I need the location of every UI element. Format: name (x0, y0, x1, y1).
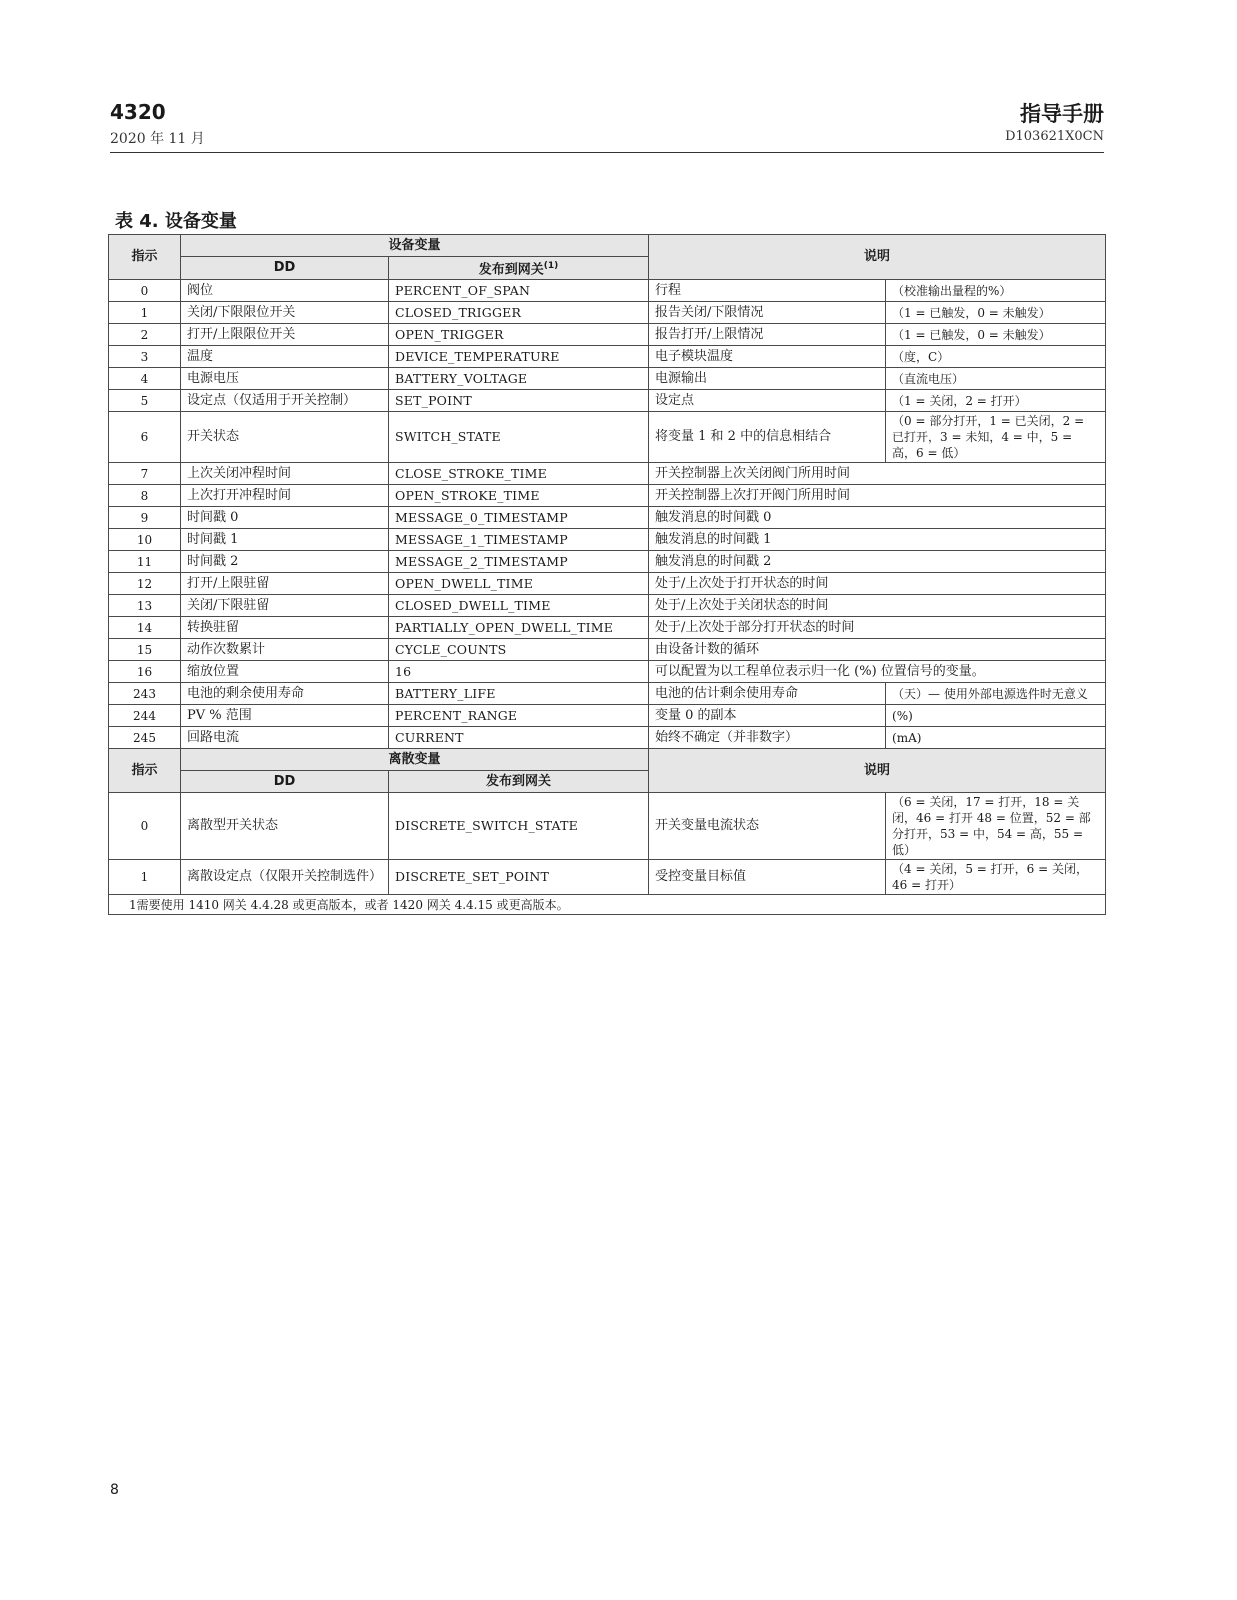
cell-description: 触发消息的时间戳 0 (649, 507, 1106, 529)
cell-index: 8 (109, 485, 181, 507)
page-number: 8 (110, 1482, 119, 1498)
cell-index: 0 (109, 793, 181, 860)
device-variable-row (109, 280, 1106, 302)
cell-note: （1 = 已触发，0 = 未触发） (886, 302, 1106, 324)
cell-note: （度，C） (886, 346, 1106, 368)
cell-description: 开关变量电流状态 (649, 793, 886, 860)
cell-note: （0 = 部分打开，1 = 已关闭，2 = 已打开，3 = 未知，4 = 中，5 = 高，6 = 低） (886, 412, 1106, 463)
cell-description: 电子模块温度 (649, 346, 886, 368)
cell-index: 3 (109, 346, 181, 368)
cell-index: 14 (109, 617, 181, 639)
cell-index: 15 (109, 639, 181, 661)
cell-index: 12 (109, 573, 181, 595)
discrete-variable-row (109, 860, 1106, 895)
cell-gateway: BATTERY_VOLTAGE (389, 368, 649, 390)
device-variable-row (109, 595, 1106, 617)
cell-gateway: DISCRETE_SET_POINT (389, 860, 649, 895)
cell-index: 1 (109, 860, 181, 895)
cell-index: 6 (109, 412, 181, 463)
cell-gateway: PARTIALLY_OPEN_DWELL_TIME (389, 617, 649, 639)
device-variable-row (109, 324, 1106, 346)
cell-dd: 缩放位置 (181, 661, 389, 683)
cell-gateway: 16 (389, 661, 649, 683)
cell-dd: 时间戳 1 (181, 529, 389, 551)
cell-index: 4 (109, 368, 181, 390)
cell-index: 243 (109, 683, 181, 705)
cell-note: （校准输出量程的%） (886, 280, 1106, 302)
cell-description: 行程 (649, 280, 886, 302)
cell-dd: 转换驻留 (181, 617, 389, 639)
cell-dd: 电池的剩余使用寿命 (181, 683, 389, 705)
cell-dd: 动作次数累计 (181, 639, 389, 661)
cell-note: （1 = 已触发，0 = 未触发） (886, 324, 1106, 346)
device-variables-table (108, 234, 1106, 915)
cell-index: 7 (109, 463, 181, 485)
cell-note: （直流电压） (886, 368, 1106, 390)
cell-gateway: OPEN_TRIGGER (389, 324, 649, 346)
header-device-variables: 设备变量 (181, 235, 649, 257)
cell-dd: 打开/上限限位开关 (181, 324, 389, 346)
cell-gateway: MESSAGE_2_TIMESTAMP (389, 551, 649, 573)
table-caption: 表 4. 设备变量 (115, 211, 237, 232)
device-variable-row (109, 368, 1106, 390)
cell-dd: 温度 (181, 346, 389, 368)
cell-note: (mA) (886, 727, 1106, 749)
cell-index: 5 (109, 390, 181, 412)
discrete-header-index: 指示 (109, 749, 181, 793)
cell-description: 将变量 1 和 2 中的信息相结合 (649, 412, 886, 463)
cell-gateway: MESSAGE_0_TIMESTAMP (389, 507, 649, 529)
cell-dd: 打开/上限驻留 (181, 573, 389, 595)
device-variable-row (109, 639, 1106, 661)
device-variable-row (109, 727, 1106, 749)
cell-description: 可以配置为以工程单位表示归一化 (%) 位置信号的变量。 (649, 661, 1106, 683)
cell-note: （6 = 关闭，17 = 打开，18 = 关闭，46 = 打开 48 = 位置，52 = 部分打开，53 = 中，54 = 高，55 = 低） (886, 793, 1106, 860)
footnote-marker: (1) (543, 261, 559, 271)
cell-dd: 时间戳 0 (181, 507, 389, 529)
cell-gateway: PERCENT_RANGE (389, 705, 649, 727)
cell-description: 处于/上次处于关闭状态的时间 (649, 595, 1106, 617)
cell-gateway: DEVICE_TEMPERATURE (389, 346, 649, 368)
cell-gateway: PERCENT_OF_SPAN (389, 280, 649, 302)
cell-dd: 离散型开关状态 (181, 793, 389, 860)
device-variable-row (109, 390, 1106, 412)
product-model: 4320 (110, 100, 166, 124)
cell-dd: 关闭/下限驻留 (181, 595, 389, 617)
cell-index: 11 (109, 551, 181, 573)
cell-description: 报告打开/上限情况 (649, 324, 886, 346)
cell-description: 开关控制器上次打开阀门所用时间 (649, 485, 1106, 507)
cell-index: 1 (109, 302, 181, 324)
cell-gateway: CLOSE_STROKE_TIME (389, 463, 649, 485)
cell-gateway: SET_POINT (389, 390, 649, 412)
discrete-header-dd: DD (181, 771, 389, 793)
cell-gateway: CYCLE_COUNTS (389, 639, 649, 661)
cell-note: （天）— 使用外部电源选件时无意义 (886, 683, 1106, 705)
cell-note: （4 = 关闭，5 = 打开，6 = 关闭，46 = 打开） (886, 860, 1106, 895)
cell-dd: 电源电压 (181, 368, 389, 390)
cell-dd: 设定点（仅适用于开关控制） (181, 390, 389, 412)
cell-gateway: DISCRETE_SWITCH_STATE (389, 793, 649, 860)
cell-description: 电源输出 (649, 368, 886, 390)
cell-dd: 上次打开冲程时间 (181, 485, 389, 507)
header-dd: DD (181, 257, 389, 280)
cell-dd: 关闭/下限限位开关 (181, 302, 389, 324)
device-variable-row (109, 683, 1106, 705)
cell-description: 由设备计数的循环 (649, 639, 1106, 661)
device-variable-row (109, 485, 1106, 507)
device-variable-row (109, 573, 1106, 595)
cell-note: （1 = 关闭，2 = 打开） (886, 390, 1106, 412)
document-code: D103621X0CN (1005, 129, 1104, 144)
cell-dd: 阀位 (181, 280, 389, 302)
cell-gateway: MESSAGE_1_TIMESTAMP (389, 529, 649, 551)
header-discrete-variables: 离散变量 (181, 749, 649, 771)
device-variable-row (109, 412, 1106, 463)
header-rule (110, 152, 1104, 153)
cell-description: 变量 0 的副本 (649, 705, 886, 727)
table-footnote: 1需要使用 1410 网关 4.4.28 或更高版本，或者 1420 网关 4.4.15 或更高版本。 (109, 895, 1106, 915)
cell-dd: 离散设定点（仅限开关控制选件） (181, 860, 389, 895)
device-variable-row (109, 463, 1106, 485)
cell-gateway: CLOSED_DWELL_TIME (389, 595, 649, 617)
cell-gateway: CLOSED_TRIGGER (389, 302, 649, 324)
device-variable-row (109, 346, 1106, 368)
cell-description: 受控变量目标值 (649, 860, 886, 895)
discrete-header-description: 说明 (649, 749, 1106, 793)
publish-date: 2020 年 11 月 (110, 131, 205, 147)
device-variable-row (109, 705, 1106, 727)
device-variable-row (109, 617, 1106, 639)
cell-description: 触发消息的时间戳 2 (649, 551, 1106, 573)
device-variable-row (109, 661, 1106, 683)
cell-dd: PV % 范围 (181, 705, 389, 727)
cell-index: 245 (109, 727, 181, 749)
header-index: 指示 (109, 235, 181, 280)
cell-index: 16 (109, 661, 181, 683)
cell-index: 9 (109, 507, 181, 529)
document-title: 指导手册 (1020, 102, 1104, 126)
cell-description: 处于/上次处于部分打开状态的时间 (649, 617, 1106, 639)
cell-gateway: OPEN_DWELL_TIME (389, 573, 649, 595)
cell-note: (%) (886, 705, 1106, 727)
cell-index: 0 (109, 280, 181, 302)
cell-gateway: OPEN_STROKE_TIME (389, 485, 649, 507)
cell-dd: 时间戳 2 (181, 551, 389, 573)
discrete-header-gateway: 发布到网关 (389, 771, 649, 793)
cell-dd: 回路电流 (181, 727, 389, 749)
cell-description: 始终不确定（并非数字） (649, 727, 886, 749)
device-variable-row (109, 551, 1106, 573)
device-variable-row (109, 507, 1106, 529)
cell-dd: 上次关闭冲程时间 (181, 463, 389, 485)
header-gateway: 发布到网关$^{(1)}$ (389, 257, 649, 280)
cell-index: 13 (109, 595, 181, 617)
device-variable-row (109, 529, 1106, 551)
cell-description: 报告关闭/下限情况 (649, 302, 886, 324)
cell-index: 2 (109, 324, 181, 346)
device-variable-row (109, 302, 1106, 324)
cell-gateway: BATTERY_LIFE (389, 683, 649, 705)
cell-dd: 开关状态 (181, 412, 389, 463)
cell-description: 开关控制器上次关闭阀门所用时间 (649, 463, 1106, 485)
cell-index: 10 (109, 529, 181, 551)
cell-gateway: CURRENT (389, 727, 649, 749)
cell-gateway: SWITCH_STATE (389, 412, 649, 463)
cell-index: 244 (109, 705, 181, 727)
cell-description: 触发消息的时间戳 1 (649, 529, 1106, 551)
cell-description: 电池的估计剩余使用寿命 (649, 683, 886, 705)
discrete-variable-row (109, 793, 1106, 860)
header-description: 说明 (649, 235, 1106, 280)
cell-description: 处于/上次处于打开状态的时间 (649, 573, 1106, 595)
cell-description: 设定点 (649, 390, 886, 412)
